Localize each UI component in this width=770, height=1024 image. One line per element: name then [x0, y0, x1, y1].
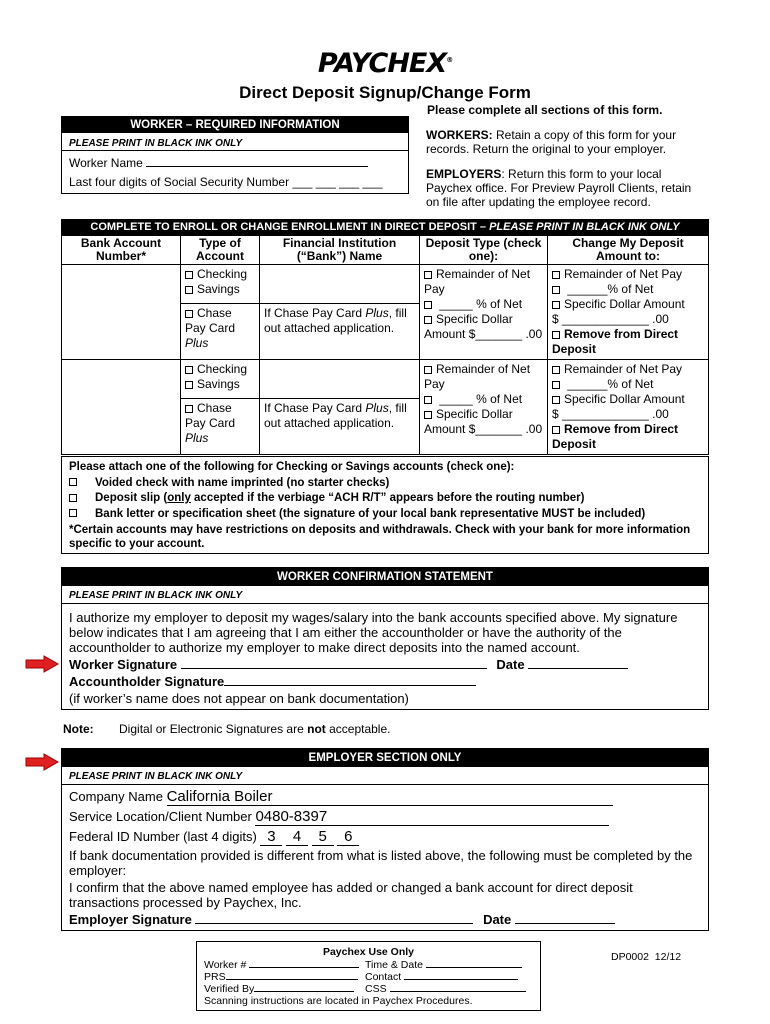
- federal-id-row: [69, 828, 359, 846]
- checking-option[interactable]: Checking: [185, 362, 255, 377]
- checkbox-icon[interactable]: [424, 366, 432, 374]
- savings-option[interactable]: Savings: [185, 282, 255, 297]
- checking-option[interactable]: Checking: [185, 267, 255, 282]
- type-cell: [181, 360, 260, 399]
- enroll-row: [62, 360, 709, 399]
- checkbox-icon[interactable]: [69, 509, 77, 517]
- account-number-cell[interactable]: [62, 265, 181, 360]
- checkbox-icon[interactable]: [552, 286, 560, 294]
- checkbox-icon[interactable]: [185, 405, 193, 413]
- enroll-table: [61, 235, 709, 455]
- ssn-label: Last four digits of Social Security Number: [69, 175, 290, 189]
- deposit-type-cell: [420, 265, 548, 360]
- checkbox-icon[interactable]: [552, 301, 560, 309]
- attach-option-slip[interactable]: Deposit slip (only accepted if the verbiage “ACH R/T” appears before the routing number): [69, 491, 701, 507]
- checkbox-icon[interactable]: [424, 301, 432, 309]
- service-location-label: Service Location/Client Number: [69, 809, 252, 824]
- employer-section: [61, 748, 709, 931]
- accountholder-signature-row: [69, 674, 476, 689]
- checkbox-icon[interactable]: [185, 271, 193, 279]
- federal-id-digit[interactable]: 6: [337, 828, 359, 846]
- prs-row: PRS: [204, 971, 358, 983]
- css-field[interactable]: [390, 991, 526, 992]
- accountholder-signature-label: Accountholder Signature: [69, 674, 225, 689]
- chase-cell: [181, 304, 260, 360]
- employer-signature-field[interactable]: [195, 923, 473, 924]
- checkbox-icon[interactable]: [552, 381, 560, 389]
- change-remove-option[interactable]: Remove from Direct Deposit: [552, 327, 679, 356]
- col-header-deposit-type: Deposit Type (check one):: [420, 236, 548, 265]
- employer-signature-row: [69, 912, 615, 927]
- worker-signature-field[interactable]: [181, 668, 487, 669]
- worker-name-row: [69, 156, 368, 170]
- enroll-row: [62, 265, 709, 304]
- enroll-header-row: [62, 236, 709, 265]
- worker-required-section: [61, 116, 409, 194]
- arrow-right-icon: [25, 753, 59, 771]
- employer-date-field[interactable]: [515, 923, 615, 924]
- attach-option-check[interactable]: Voided check with name imprinted (no starter checks): [69, 476, 701, 492]
- checkbox-icon[interactable]: [185, 310, 193, 318]
- deposit-remainder-option[interactable]: Remainder of Net Pay: [424, 362, 531, 391]
- enroll-bar: COMPLETE TO ENROLL OR CHANGE ENROLLMENT IN DIRECT DEPOSIT – PLEASE PRINT IN BLACK INK ONLY: [61, 219, 709, 235]
- worker-name-label: Worker Name: [69, 156, 143, 170]
- change-specific-option[interactable]: Specific Dollar Amount: [552, 392, 704, 407]
- col-header-change-amount: Change My Deposit Amount to:: [548, 236, 709, 265]
- checkbox-icon[interactable]: [424, 316, 432, 324]
- workers-instruction: WORKERS: Retain a copy of this form for your records. Return the original to your employer.: [426, 128, 677, 156]
- worker-number-row: Worker #: [204, 959, 359, 971]
- checkbox-icon[interactable]: [69, 478, 77, 486]
- prs-field[interactable]: [226, 979, 358, 980]
- checkbox-icon[interactable]: [552, 366, 560, 374]
- complete-all-note: Please complete all sections of this form.: [427, 103, 663, 117]
- col-header-type: Type of Account: [181, 236, 260, 265]
- change-amount-cell: [548, 360, 709, 455]
- attach-option-letter[interactable]: Bank letter or specification sheet (the signature of your local bank representative MUST be included): [69, 507, 701, 523]
- federal-id-label: Federal ID Number (last 4 digits): [69, 829, 257, 844]
- company-name-row: [69, 788, 613, 806]
- chase-option[interactable]: Chase Pay Card Plus: [185, 401, 236, 446]
- deposit-specific-option[interactable]: Specific Dollar Amount $_______ .00: [424, 407, 543, 436]
- employer-bar: EMPLOYER SECTION ONLY: [62, 749, 708, 767]
- col-header-account: Bank Account Number*: [62, 236, 181, 265]
- deposit-specific-option[interactable]: Specific Dollar Amount $_______ .00: [424, 312, 543, 341]
- enroll-section: [61, 219, 709, 455]
- chase-note-cell: If Chase Pay Card Plus, fill out attached application.: [260, 304, 420, 360]
- federal-id-digit[interactable]: 3: [260, 828, 282, 846]
- savings-option[interactable]: Savings: [185, 377, 255, 392]
- contact-field[interactable]: [404, 979, 518, 980]
- checkbox-icon[interactable]: [424, 271, 432, 279]
- deposit-type-cell: [420, 360, 548, 455]
- form-title: Direct Deposit Signup/Change Form: [239, 83, 531, 102]
- attach-section: [61, 456, 709, 554]
- attach-note: *Certain accounts may have restrictions on deposits and withdrawals. Check with your bank for more information specific to your account.: [69, 524, 691, 550]
- worker-date-label: Date: [496, 657, 525, 672]
- paychex-use-box: [196, 941, 541, 1011]
- change-remainder-option[interactable]: Remainder of Net Pay: [552, 267, 704, 282]
- print-note: PLEASE PRINT IN BLACK INK ONLY: [69, 590, 243, 601]
- accountholder-note: (if worker’s name does not appear on bank documentation): [69, 691, 409, 706]
- paychex-use-title: Paychex Use Only: [322, 946, 415, 958]
- change-dollar-field[interactable]: $ _____________ .00: [552, 312, 669, 326]
- company-name-field[interactable]: California Boiler: [167, 788, 613, 806]
- deposit-pct-option[interactable]: _____ % of Net: [424, 297, 543, 312]
- change-amount-cell: [548, 265, 709, 360]
- deposit-pct-option[interactable]: _____ % of Net: [424, 392, 543, 407]
- account-number-cell[interactable]: [62, 360, 181, 455]
- css-row: CSS: [365, 983, 526, 995]
- worker-required-bar: WORKER – REQUIRED INFORMATION: [62, 117, 408, 133]
- confirmation-bar: WORKER CONFIRMATION STATEMENT: [62, 568, 708, 586]
- time-date-row: Time & Date: [365, 959, 522, 971]
- employer-date-label: Date: [483, 912, 512, 927]
- chase-option[interactable]: Chase Pay Card Plus: [185, 306, 236, 351]
- employers-instruction: EMPLOYERS: Return this form to your local Paychex office. For Preview Payroll Clients, retain on file after updating the employee record.: [426, 167, 692, 209]
- note-row: [63, 722, 390, 736]
- federal-id-digit[interactable]: 4: [286, 828, 308, 846]
- checkbox-icon[interactable]: [552, 396, 560, 404]
- checkbox-icon[interactable]: [552, 331, 560, 339]
- checkbox-icon[interactable]: [424, 411, 432, 419]
- ssn-field[interactable]: ___ ___ ___ ___: [292, 175, 383, 189]
- federal-id-digit[interactable]: 5: [312, 828, 334, 846]
- confirmation-section: [61, 567, 709, 710]
- change-pct-option[interactable]: ______% of Net: [552, 377, 704, 392]
- worker-number-field[interactable]: [249, 967, 359, 968]
- paychex-logo: PAYCHEX®: [317, 48, 453, 79]
- time-date-field[interactable]: [426, 967, 522, 968]
- service-location-field[interactable]: 0480-8397: [255, 808, 609, 826]
- bank-name-cell[interactable]: [260, 265, 420, 304]
- col-header-bank: Financial Institution (“Bank”) Name: [260, 236, 420, 265]
- employer-confirm-text: I confirm that the above named employee has added or changed a bank account for direct deposit transactions processed by Paychex, Inc.: [69, 880, 633, 910]
- form-code: DP0002 12/12: [611, 951, 682, 963]
- authorization-statement: I authorize my employer to deposit my wages/salary into the bank accounts specified above. My signature below indicates that I am agreeing that I am either the accountholder or have the authority of the accountholder to authorize my employer to make direct deposits into the named account.: [69, 610, 678, 655]
- worker-signature-label: Worker Signature: [69, 657, 178, 672]
- change-remove-option[interactable]: Remove from Direct Deposit: [552, 422, 679, 451]
- print-note: PLEASE PRINT IN BLACK INK ONLY: [69, 771, 243, 782]
- ssn-row: [69, 175, 383, 189]
- checkbox-icon[interactable]: [552, 426, 560, 434]
- note-label: Note:: [63, 722, 94, 736]
- bank-name-cell[interactable]: [260, 360, 420, 399]
- attach-intro: Please attach one of the following for Checking or Savings accounts (check one):: [69, 461, 515, 473]
- worker-signature-row: [69, 657, 628, 672]
- scanning-note: Scanning instructions are located in Paychex Procedures.: [204, 995, 473, 1007]
- verified-by-field[interactable]: [254, 991, 354, 992]
- checkbox-icon[interactable]: [424, 396, 432, 404]
- worker-name-field[interactable]: [146, 166, 368, 167]
- company-name-label: Company Name: [69, 789, 163, 804]
- checkbox-icon[interactable]: [69, 494, 77, 502]
- checkbox-icon[interactable]: [185, 381, 193, 389]
- chase-cell: [181, 399, 260, 455]
- change-remainder-option[interactable]: Remainder of Net Pay: [552, 362, 704, 377]
- verified-by-row: Verified By: [204, 983, 354, 995]
- employer-signature-label: Employer Signature: [69, 912, 192, 927]
- deposit-remainder-option[interactable]: Remainder of Net Pay: [424, 267, 531, 296]
- service-location-row: [69, 808, 609, 826]
- arrow-right-icon: [25, 655, 59, 673]
- type-cell: [181, 265, 260, 304]
- checkbox-icon[interactable]: [185, 286, 193, 294]
- chase-note-cell: If Chase Pay Card Plus, fill out attached application.: [260, 399, 420, 455]
- worker-date-field[interactable]: [528, 668, 628, 669]
- note-text: Digital or Electronic Signatures are not acceptable.: [119, 722, 391, 736]
- contact-row: Contact: [365, 971, 518, 983]
- checkbox-icon[interactable]: [552, 271, 560, 279]
- change-pct-option[interactable]: ______% of Net: [552, 282, 704, 297]
- print-note: PLEASE PRINT IN BLACK INK ONLY: [69, 138, 243, 149]
- change-dollar-field[interactable]: $ _____________ .00: [552, 407, 669, 421]
- accountholder-signature-field[interactable]: [224, 685, 476, 686]
- checkbox-icon[interactable]: [185, 366, 193, 374]
- different-documentation-text: If bank documentation provided is different from what is listed above, the following must be completed by the employer:: [69, 848, 693, 878]
- change-specific-option[interactable]: Specific Dollar Amount: [552, 297, 704, 312]
